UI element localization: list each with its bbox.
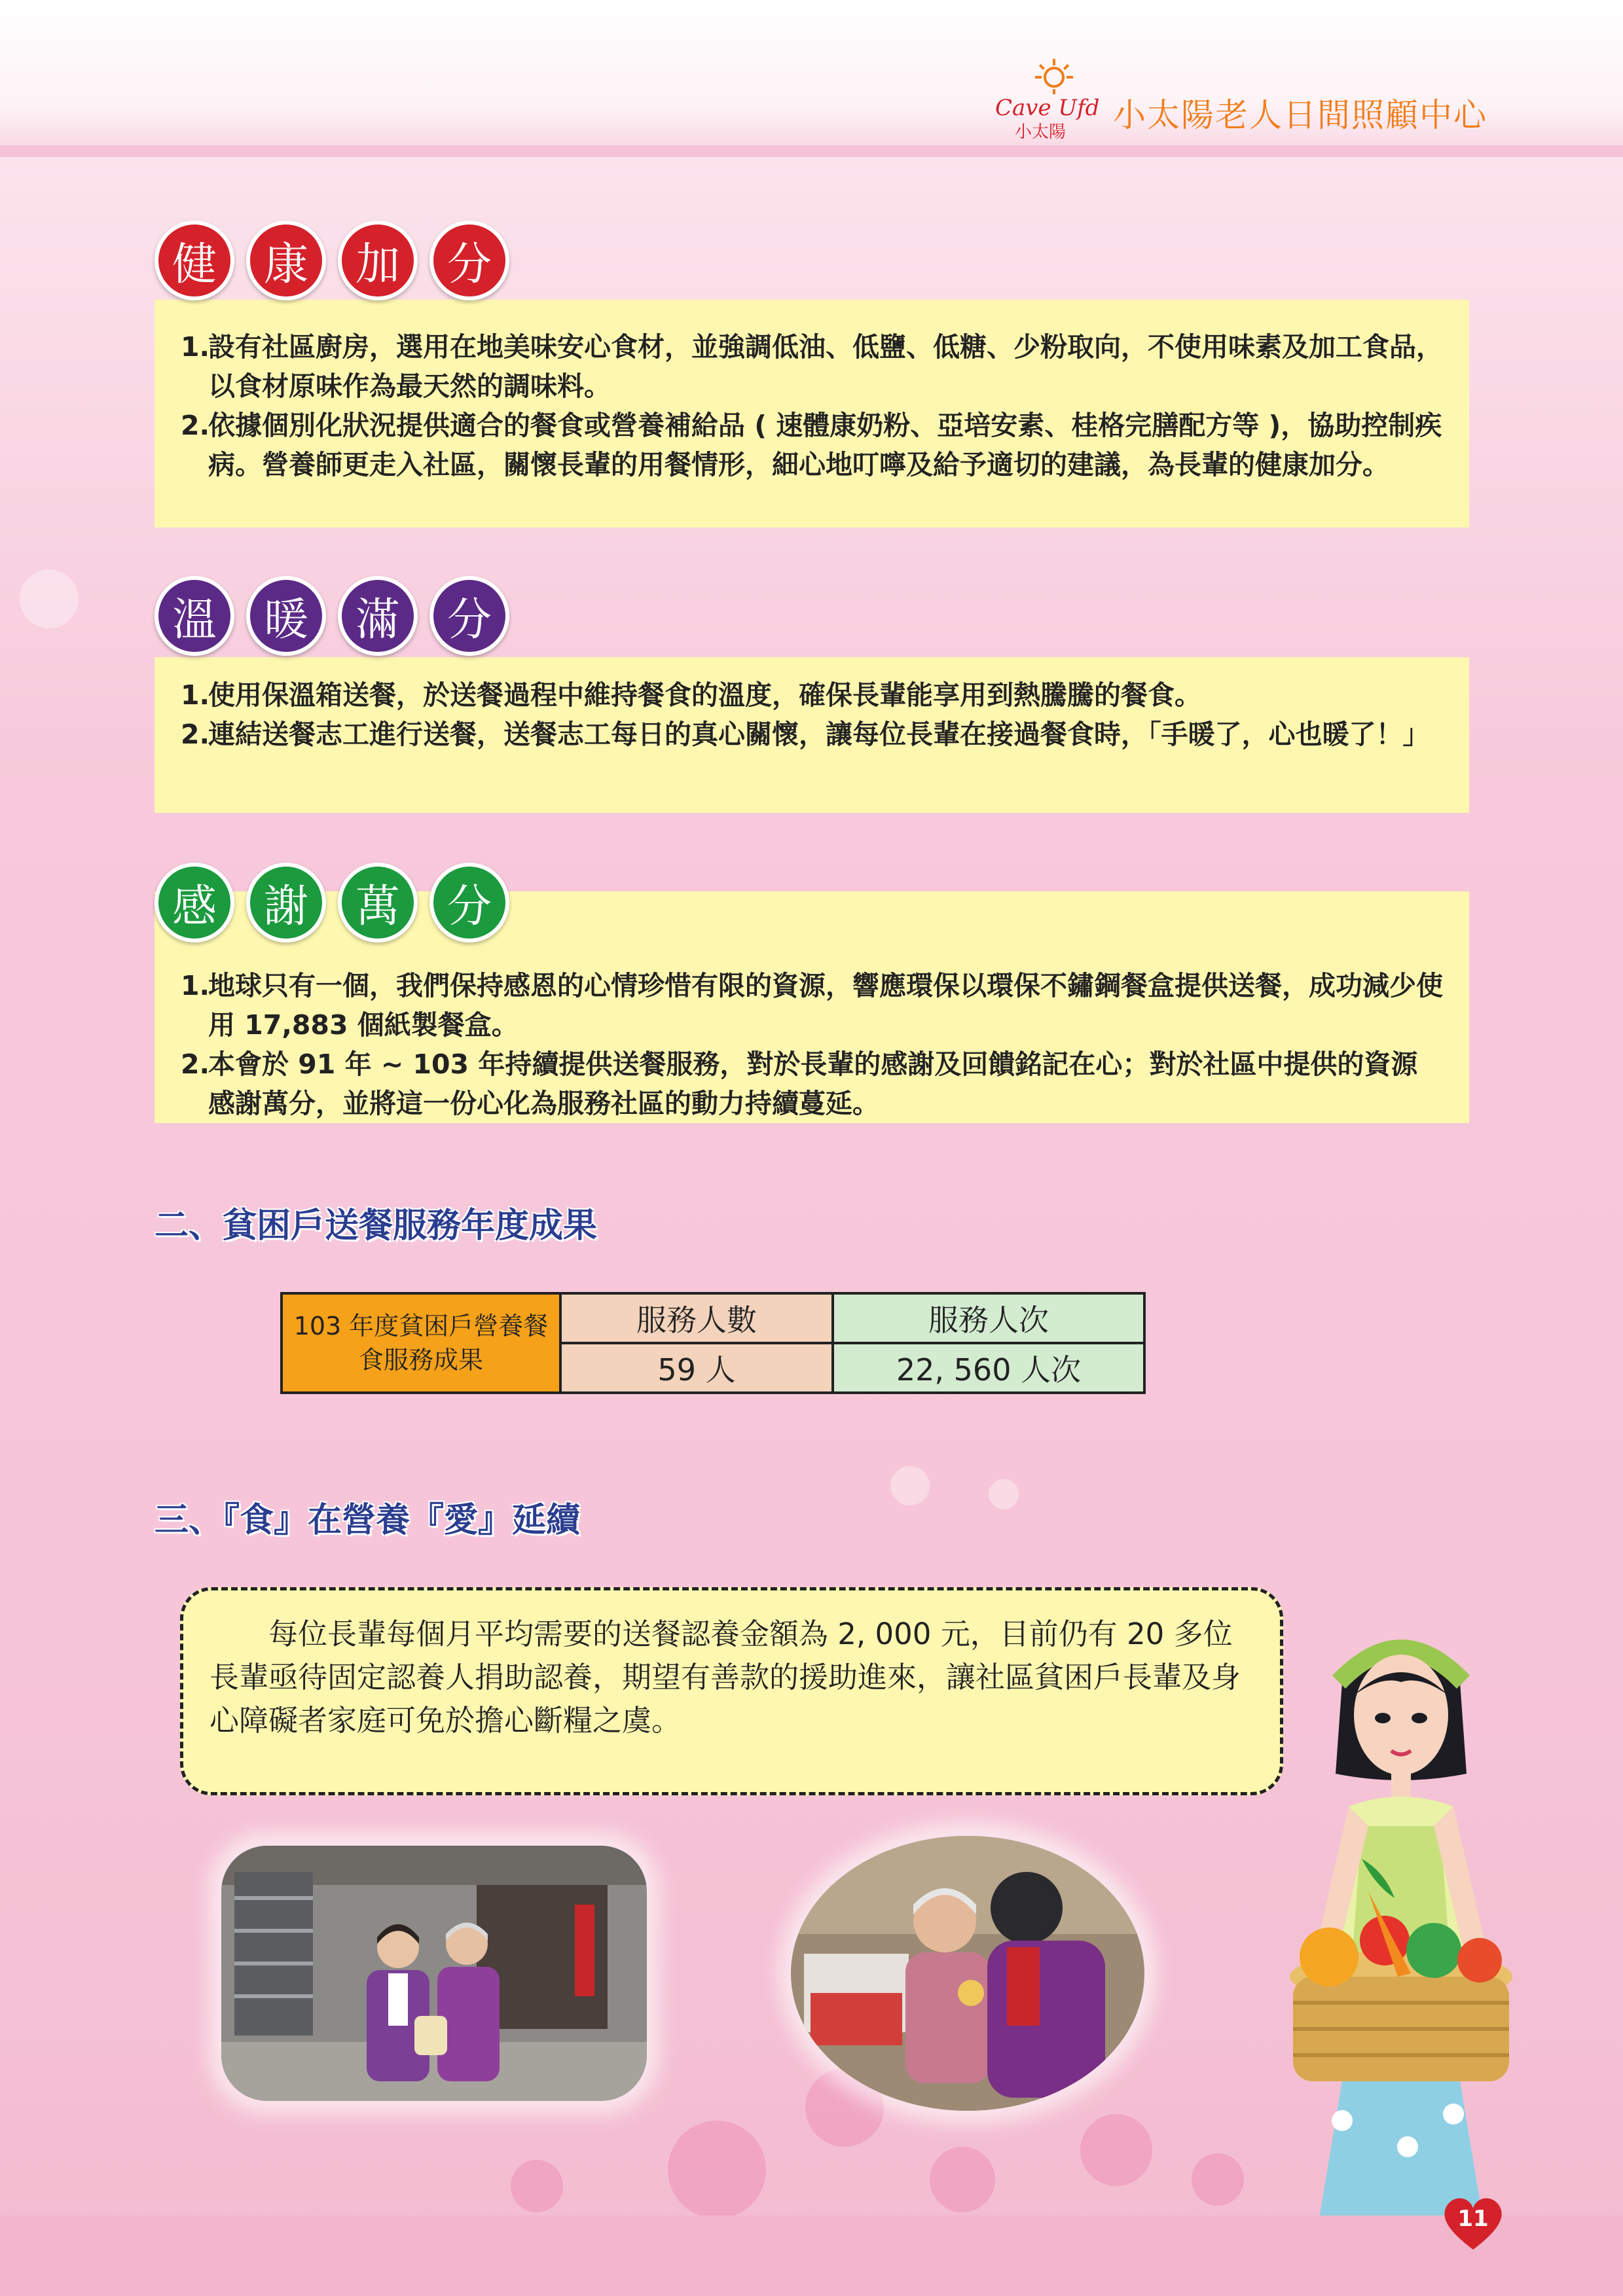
bokeh-decoration bbox=[511, 2160, 563, 2212]
badge-char: 謝 bbox=[246, 863, 326, 942]
list-item: 2. 依據個別化狀況提供適合的餐食或營養補給品 ( 速體康奶粉、亞培安素、桂格完膳配方等 )，協助控制疾病。營養師更走入社區，關懷長輩的用餐情形，細心地叮嚀及給予適切的建議，為長輩的健康加分。 bbox=[181, 410, 1442, 480]
list-item: 2. 連結送餐志工進行送餐，送餐志工每日的真心關懷，讓每位長輩在接過餐食時，「手暖了，心也暖了！」 bbox=[181, 719, 1430, 750]
volunteer-delivery-photo bbox=[221, 1846, 647, 2101]
table-header-visits: 服務人次 bbox=[833, 1293, 1144, 1343]
health-content-box bbox=[155, 300, 1469, 528]
sun-logo-icon bbox=[992, 58, 1103, 143]
list-item: 1. 設有社區廚房，選用在地美味安心食材，並強調低油、低鹽、低糖、少粉取向，不使用味素及加工食品，以食材原味作為最天然的調味料。 bbox=[181, 331, 1443, 402]
svg-text:小太陽: 小太陽 bbox=[1015, 122, 1067, 142]
footer-bar bbox=[0, 2215, 1623, 2296]
badge-char: 萬 bbox=[338, 863, 418, 942]
warmth-content-box bbox=[155, 657, 1469, 813]
health-list bbox=[181, 327, 1443, 484]
warmth-list bbox=[181, 675, 1443, 754]
bokeh-decoration bbox=[20, 569, 79, 628]
badge-char: 溫 bbox=[155, 576, 234, 656]
table-cell-visits: 22, 560 人次 bbox=[833, 1343, 1144, 1393]
badge-char: 加 bbox=[338, 221, 418, 300]
results-table bbox=[280, 1292, 1146, 1394]
table-header-people: 服務人數 bbox=[560, 1293, 833, 1343]
org-name: 小太陽老人日間照顧中心 bbox=[1113, 96, 1487, 134]
thanks-badge-title bbox=[155, 863, 509, 942]
list-item: 1. 使用保溫箱送餐，於送餐過程中維持餐食的溫度，確保長輩能享用到熱騰騰的餐食。 bbox=[181, 679, 1201, 711]
section3-title: 三、『食』在營養『愛』延續 bbox=[155, 1501, 581, 1540]
badge-char: 分 bbox=[429, 221, 509, 300]
badge-char: 感 bbox=[155, 863, 234, 942]
table-row-header: 103 年度貧困戶營養餐食服務成果 bbox=[282, 1293, 560, 1393]
sponsorship-note-text: 每位長輩每個月平均需要的送餐認養金額為 2, 000 元，目前仍有 20 多位長輩亟待固定認養人捐助認養，期望有善款的援助進來，讓社區貧困戶長輩及身心障礙者家庭可免於擔心斷糧之虞。 bbox=[210, 1617, 1241, 1738]
bokeh-decoration bbox=[989, 1479, 1019, 1509]
list-item: 1. 地球只有一個，我們保持感恩的心情珍惜有限的資源，響應環保以環保不鏽鋼餐盒提供送餐，成功減少使用 17,883 個紙製餐盒。 bbox=[181, 970, 1443, 1041]
header-stripe bbox=[0, 145, 1623, 157]
page-number: 11 bbox=[1457, 2206, 1489, 2232]
badge-char: 健 bbox=[155, 221, 234, 300]
badge-char: 康 bbox=[246, 221, 326, 300]
girl-with-vegetable-basket-illustration bbox=[1270, 1610, 1532, 2284]
bokeh-decoration bbox=[890, 1466, 930, 1505]
svg-text:Cave Ufd: Cave Ufd bbox=[995, 95, 1100, 121]
list-item: 2. 本會於 91 年 ~ 103 年持續提供送餐服務，對於長輩的感謝及回饋銘記在心；對於社區中提供的資源感謝萬分，並將這一份心化為服務社區的動力持續蔓延。 bbox=[181, 1049, 1418, 1119]
bokeh-decoration bbox=[930, 2147, 995, 2212]
badge-char: 暖 bbox=[246, 576, 326, 656]
badge-char: 分 bbox=[429, 576, 509, 656]
bokeh-decoration bbox=[1080, 2114, 1152, 2186]
bokeh-decoration bbox=[668, 2121, 766, 2219]
thanks-list bbox=[181, 966, 1443, 1123]
health-badge-title bbox=[155, 221, 509, 300]
badge-char: 滿 bbox=[338, 576, 418, 656]
bokeh-decoration bbox=[1192, 2153, 1244, 2206]
warmth-badge-title bbox=[155, 576, 509, 656]
table-cell-people: 59 人 bbox=[560, 1343, 833, 1393]
section2-title: 二、貧困戶送餐服務年度成果 bbox=[155, 1206, 598, 1246]
volunteer-feeding-photo bbox=[791, 1836, 1144, 2111]
badge-char: 分 bbox=[429, 863, 509, 942]
sponsorship-note-box bbox=[180, 1587, 1283, 1795]
